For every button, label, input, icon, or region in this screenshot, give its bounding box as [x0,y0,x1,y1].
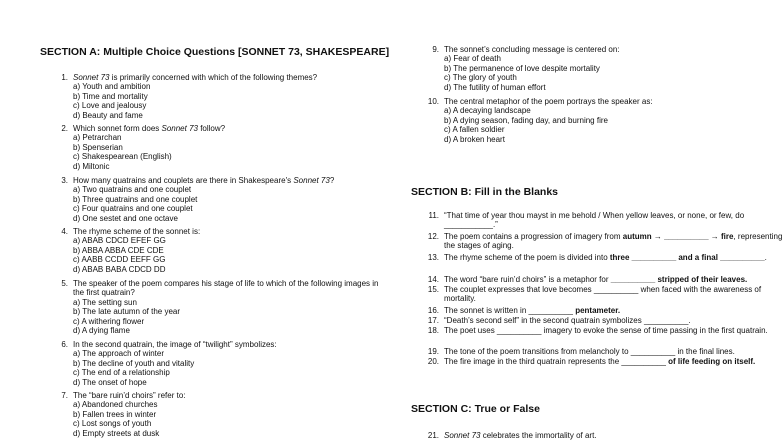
option-b: b) Spenserian [73,142,123,152]
question-number: 12. [427,232,439,241]
question-stem: Which sonnet form does Sonnet 73 follow? [73,124,226,133]
question-number: 6. [61,340,68,349]
fill-text: The fire image in the third quatrain represents the __________ of life feeding on itself. [444,357,756,366]
option-b: b) Three quatrains and one couplet [73,194,198,204]
question-number: 9. [432,45,439,54]
option-b: b) A dying season, fading day, and burning fire [444,115,608,125]
question-number: 17. [427,316,439,325]
option-d: d) Empty streets at dusk [73,428,160,438]
option-d: d) Miltonic [73,161,110,171]
option-a: a) A decaying landscape [444,106,531,116]
question-stem: How many quatrains and couplets are there in Shakespeare's Sonnet 73? [73,176,335,185]
question-number: 2. [61,124,68,133]
section-c-heading: SECTION C: True or False [411,403,540,415]
option-d: d) The futility of human effort [444,82,546,92]
fill-text: The poem contains a progression of imagery from autumn → __________ → fire, representing the stages of aging. [444,232,783,251]
option-b: b) The late autumn of the year [73,307,181,317]
question-number: 3. [61,176,68,185]
option-c: c) The glory of youth [444,73,517,83]
option-b: b) The permanence of love despite mortality [444,63,600,73]
section-b-heading: SECTION B: Fill in the Blanks [411,186,559,198]
fill-text: The couplet expresses that love becomes __________ when faced with the awareness of mortality. [444,285,762,304]
option-d: d) A dying flame [73,326,130,336]
option-d: d) The onset of hope [73,377,147,387]
question-number: 21. [427,431,439,440]
question-number: 5. [61,279,68,288]
question-number: 13. [427,253,439,262]
question-number: 15. [427,285,439,294]
question-number: 16. [427,306,439,315]
question-stem: The sonnet’s concluding message is centered on: [444,45,620,54]
question-number: 14. [427,275,439,284]
fill-text: The sonnet is written in __________ pentameter. [444,306,621,315]
fill-text: “Death’s second self” in the second quatrain symbolizes __________. [444,316,691,325]
question-stem: In the second quatrain, the image of “twilight” symbolizes: [73,340,277,349]
tf-text: Sonnet 73 celebrates the immortality of art. [444,431,597,440]
option-b: b) ABBA ABBA CDE CDE [73,245,164,255]
option-a: a) The approach of winter [73,349,165,359]
option-c: c) Lost songs of youth [73,419,152,429]
option-d: d) ABAB BABA CDCD DD [73,264,166,274]
question-number: 11. [428,211,439,220]
option-a: a) Youth and ambition [73,82,151,92]
option-c: c) Shakespearean (English) [73,152,172,162]
question-stem: The “bare ruin’d choirs” refer to: [73,391,186,400]
option-c: c) A withering flower [73,316,145,326]
question-number: 18. [427,326,439,335]
option-b: b) The decline of youth and vitality [73,358,195,368]
option-a: a) Fear of death [444,54,501,64]
option-c: c) Love and jealousy [73,101,147,111]
option-d: d) Beauty and fame [73,110,143,120]
section-a-heading: SECTION A: Multiple Choice Questions [SONNET 73, SHAKESPEARE] [40,46,390,58]
fill-text: The poet uses __________ imagery to evoke the sense of time passing in the first quatrain. [444,326,768,335]
question-stem: The speaker of the poem compares his stage of life to which of the following images in the first quatrain? [73,279,379,298]
option-d: d) One sestet and one octave [73,213,178,223]
option-a: a) ABAB CDCD EFEF GG [73,236,166,246]
option-d: d) A broken heart [444,134,505,144]
option-a: a) Abandoned churches [73,400,158,410]
option-a: a) The setting sun [73,297,137,307]
option-c: c) The end of a relationship [73,368,170,378]
option-a: a) Two quatrains and one couplet [73,185,192,195]
question-stem: The central metaphor of the poem portrays the speaker as: [444,97,653,106]
question-stem: Sonnet 73 is primarily concerned with which of the following themes? [73,73,318,82]
question-number: 10. [427,97,439,106]
fill-text: The rhyme scheme of the poem is divided into three __________ and a final __________. [444,253,767,262]
question-number: 7. [61,391,68,400]
question-number: 19. [427,347,439,356]
option-b: b) Fallen trees in winter [73,409,157,419]
question-number: 20. [427,357,439,366]
option-c: c) AABB CCDD EEFF GG [73,255,166,265]
fill-text: “That time of year thou mayst in me behold / When yellow leaves, or none, or few, do ___________.” [444,211,745,230]
question-number: 1. [61,73,68,82]
fill-text: The word “bare ruin’d choirs” is a metaphor for __________ stripped of their leaves. [444,275,748,284]
question-stem: The rhyme scheme of the sonnet is: [73,227,201,236]
option-c: c) A fallen soldier [444,125,505,135]
option-b: b) Time and mortality [73,91,148,101]
option-c: c) Four quatrains and one couplet [73,204,193,214]
option-a: a) Petrarchan [73,133,122,143]
fill-text: The tone of the poem transitions from melancholy to __________ in the final lines. [444,347,735,356]
question-number: 4. [61,227,68,236]
